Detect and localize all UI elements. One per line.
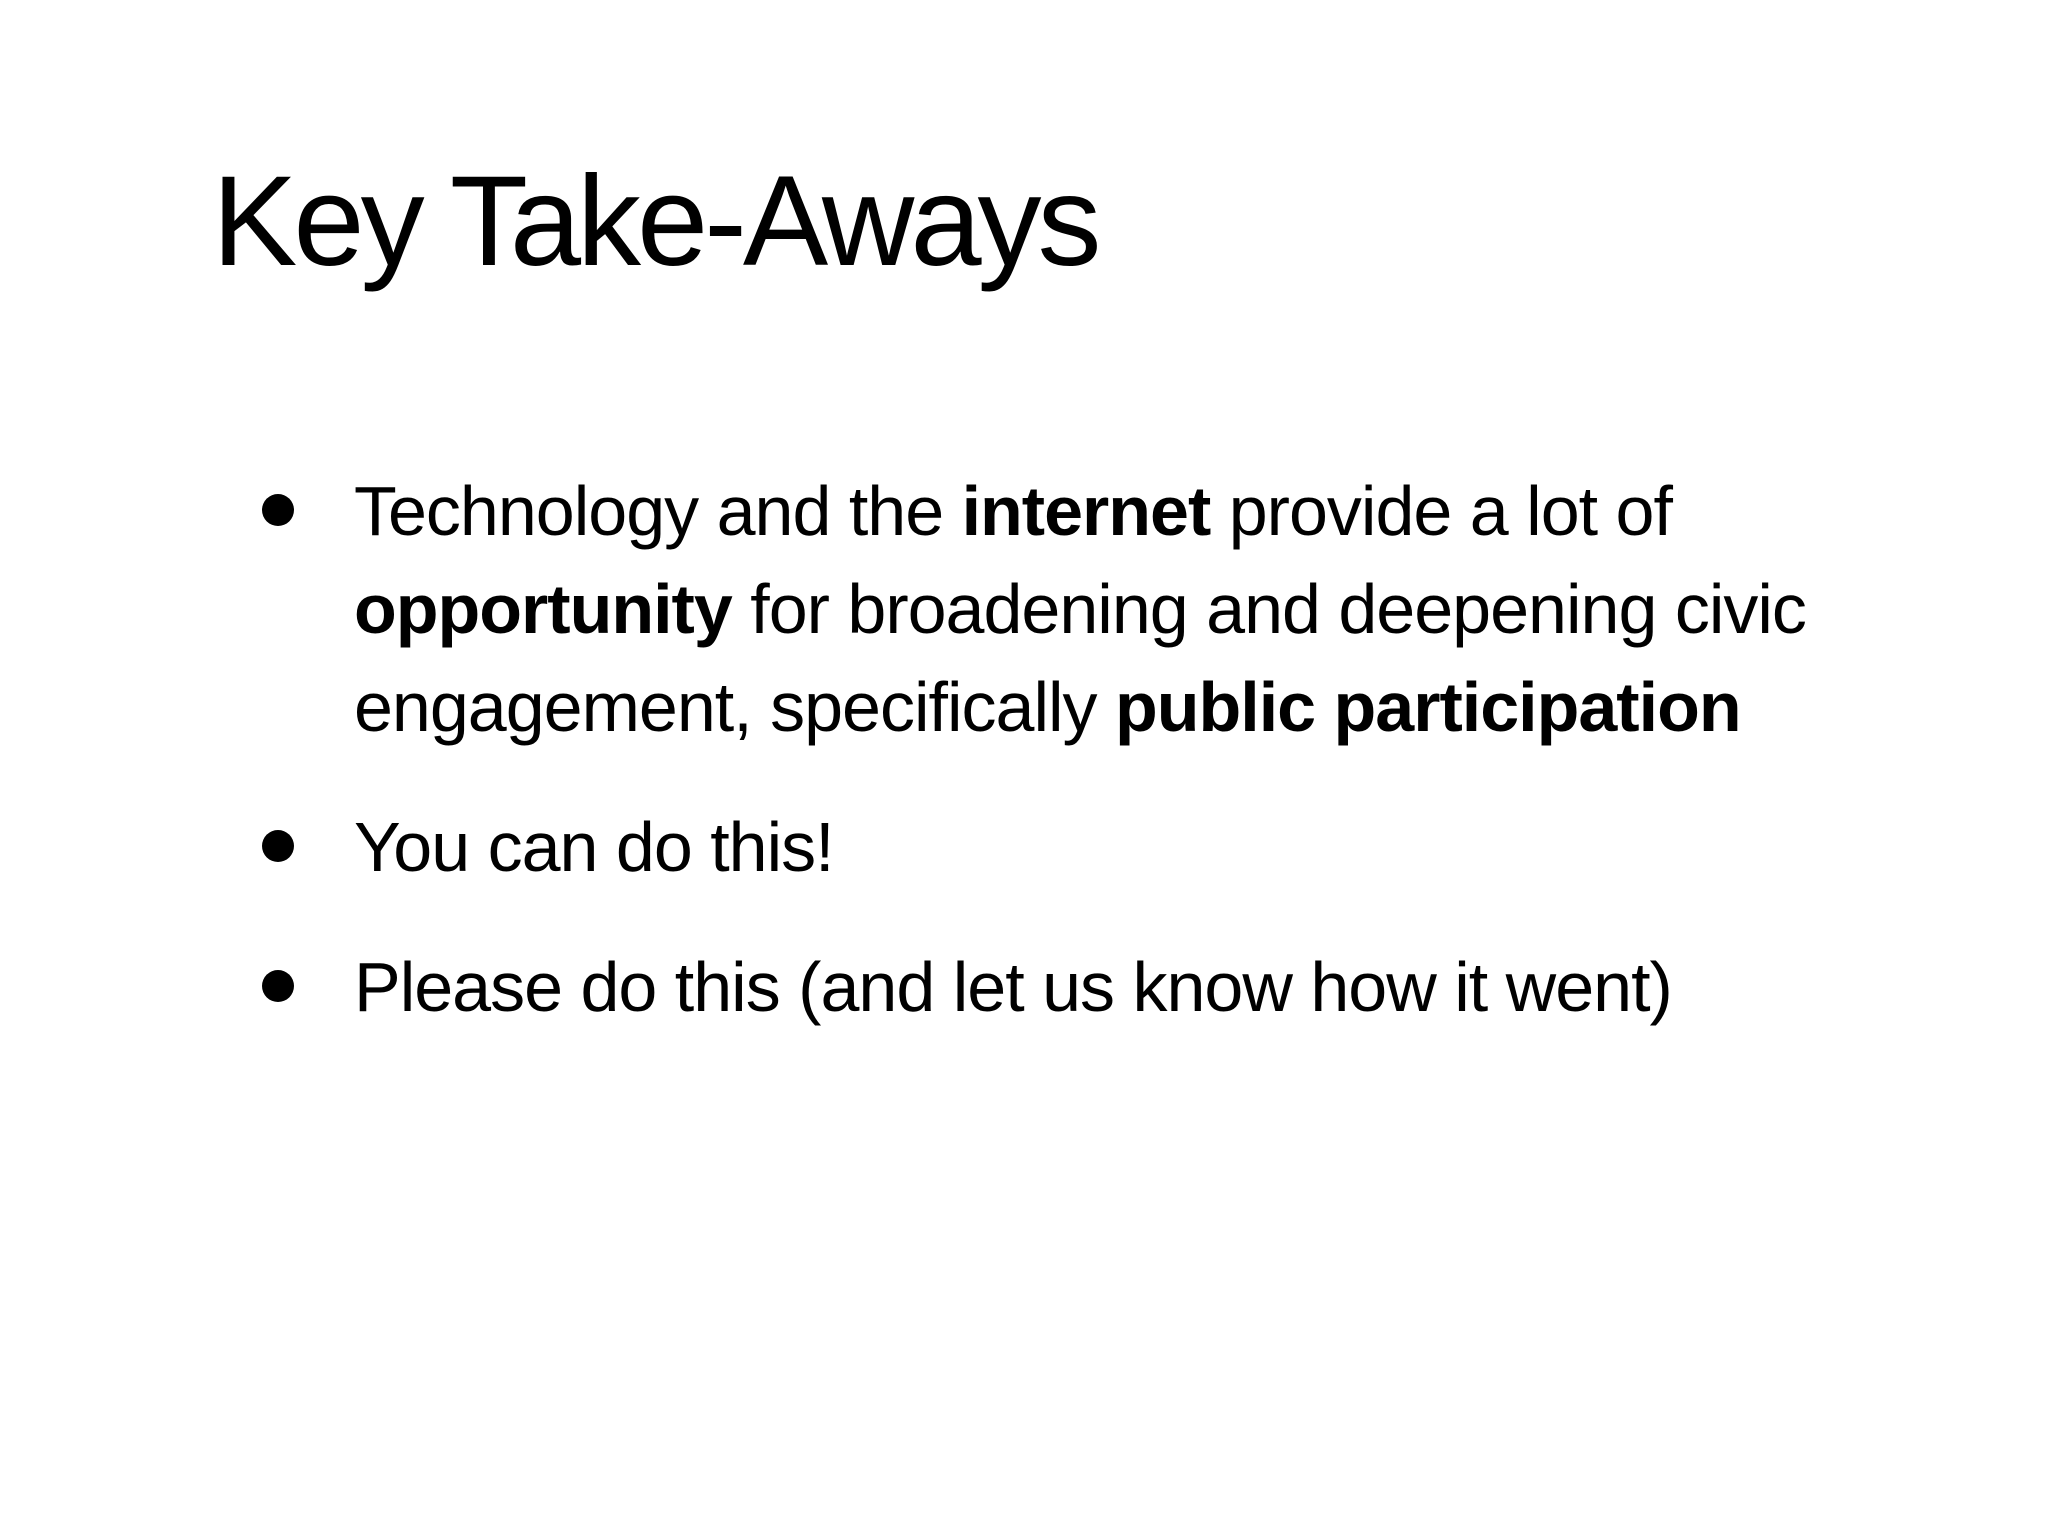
bullet-item <box>262 798 1822 896</box>
bullet-text: Please do this (and let us know how it went) <box>354 948 1672 1026</box>
bullet-text <box>354 472 1806 746</box>
bullet-point-icon <box>262 494 294 526</box>
emphasis-public-participation: public participation <box>1115 668 1741 746</box>
text-segment: Technology and the <box>354 472 962 550</box>
bullet-point-icon <box>262 830 294 862</box>
bullet-item <box>262 462 1822 756</box>
bullet-item <box>262 938 1822 1036</box>
text-segment: provide a lot of <box>1210 472 1672 550</box>
bullet-list <box>262 462 1822 1036</box>
emphasis-opportunity: opportunity <box>354 570 732 648</box>
bullet-text: You can do this! <box>354 808 834 886</box>
slide-title: Key Take-Aways <box>212 150 1098 293</box>
bullet-point-icon <box>262 970 294 1002</box>
emphasis-internet: internet <box>961 472 1211 550</box>
text-segment: for broadening and deepening civic engagement, specifically <box>354 570 1806 746</box>
